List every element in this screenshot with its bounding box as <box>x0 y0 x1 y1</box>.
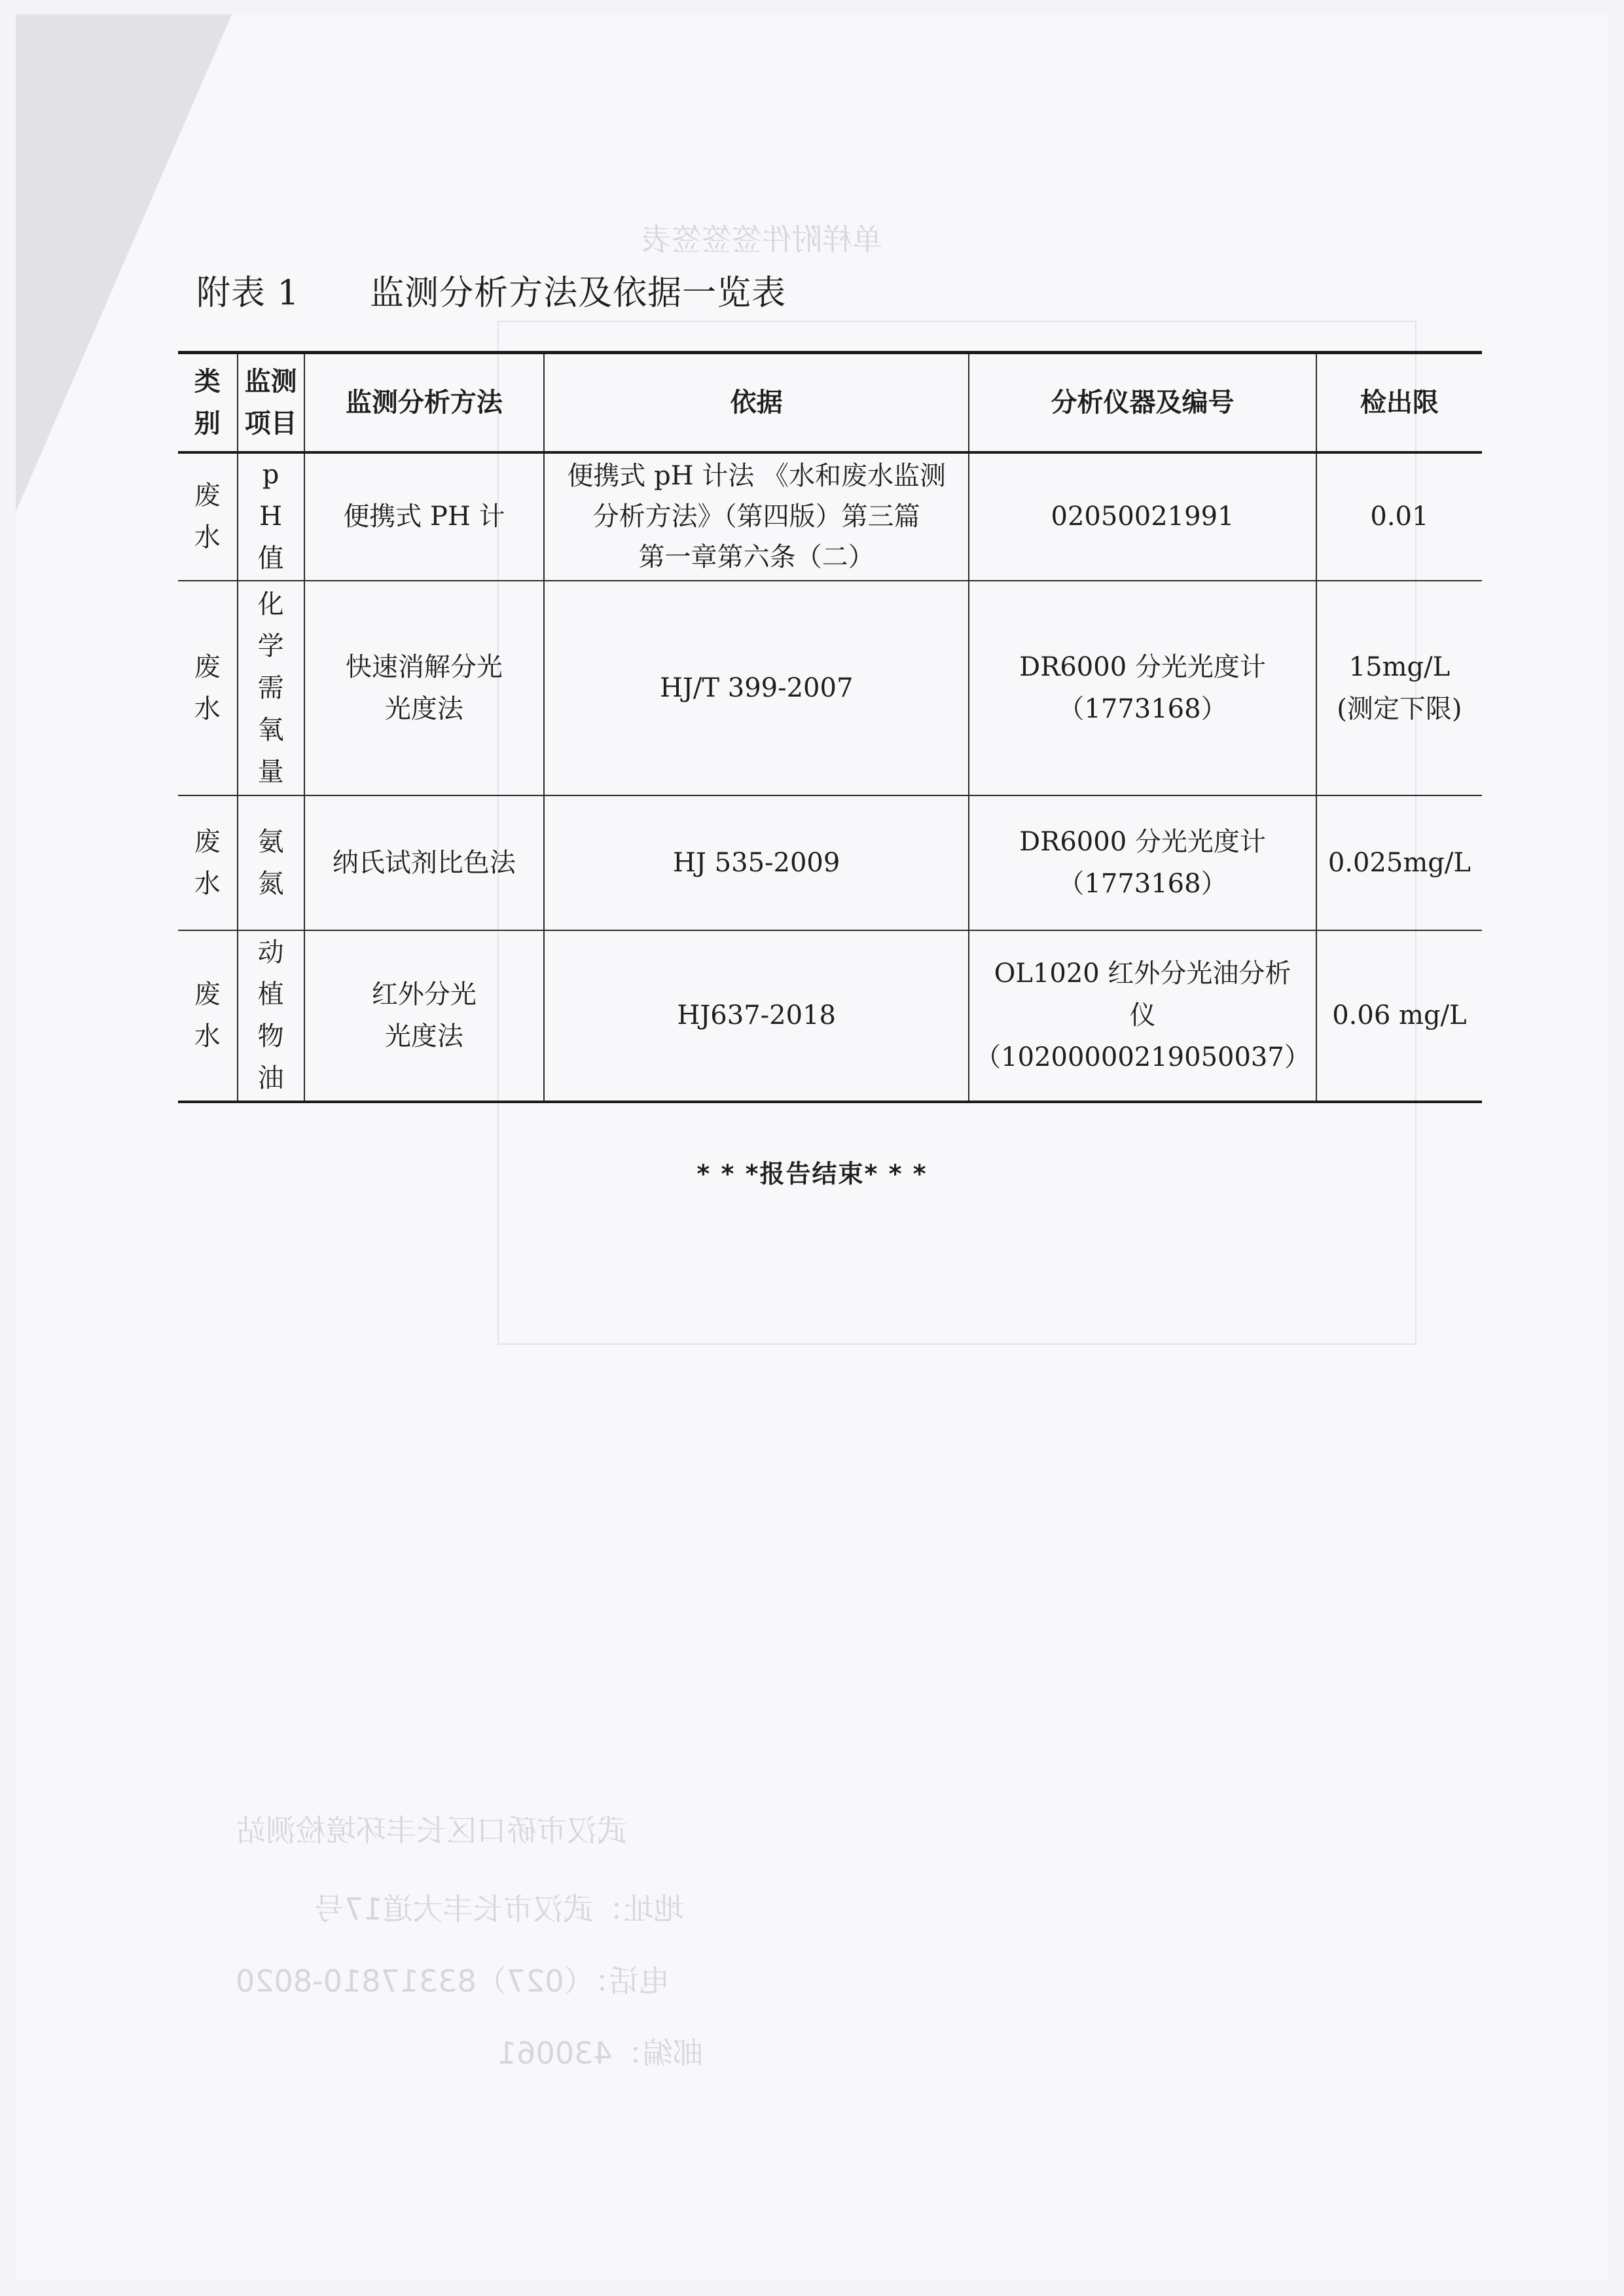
table-caption <box>196 265 786 314</box>
cell-basis: HJ 535-2009 <box>544 795 969 930</box>
cell-item: 氨氮 <box>238 795 304 930</box>
table-header-row <box>178 353 1482 452</box>
cell-limit: 15mg/L (测定下限) <box>1316 581 1482 795</box>
cell-item: 化学需氧量 <box>238 581 304 795</box>
methods-table <box>178 351 1482 1103</box>
caption-number: 附表 1 <box>196 274 300 313</box>
cell-category: 废水 <box>178 795 238 930</box>
show-through-text: 武汉市硚口区长丰环境检测站 <box>236 1813 627 1848</box>
header-basis: 依据 <box>544 353 969 452</box>
cell-category: 废水 <box>178 581 238 795</box>
cell-method: 红外分光 光度法 <box>304 930 545 1102</box>
cell-limit: 0.01 <box>1316 452 1482 581</box>
cell-instrument: DR6000 分光光度计 （1773168） <box>969 795 1316 930</box>
caption-title: 监测分析方法及依据一览表 <box>370 274 787 313</box>
cell-item: pH值 <box>238 452 304 581</box>
cell-item: 动植物油 <box>238 930 304 1102</box>
show-through-text: 电话：（027）83317810-8020 <box>236 1963 670 1999</box>
header-item: 监测项目 <box>238 353 304 452</box>
report-end-mark: * * *报告结束* * * <box>696 1159 928 1188</box>
cell-limit: 0.025mg/L <box>1316 795 1482 930</box>
header-limit: 检出限 <box>1316 353 1482 452</box>
cell-basis: 便携式 pH 计法 《水和废水监测 分析方法》（第四版）第三篇 第一章第六条（二） <box>544 452 969 581</box>
table-row <box>178 795 1482 930</box>
cell-instrument: OL1020 红外分光油分析 仪（10200000219050037） <box>969 930 1316 1102</box>
table-row <box>178 930 1482 1102</box>
cell-category: 废水 <box>178 452 238 581</box>
table-row <box>178 452 1482 581</box>
header-category: 类别 <box>178 353 238 452</box>
cell-method: 纳氏试剂比色法 <box>304 795 545 930</box>
cell-category: 废水 <box>178 930 238 1102</box>
header-method: 监测分析方法 <box>304 353 545 452</box>
cell-instrument: DR6000 分光光度计 （1773168） <box>969 581 1316 795</box>
show-through-text: 地址：武汉市长丰大道17号 <box>314 1891 684 1927</box>
cell-method: 便携式 PH 计 <box>304 452 545 581</box>
cell-limit: 0.06 mg/L <box>1316 930 1482 1102</box>
table-row <box>178 581 1482 795</box>
show-through-text: 邮编：430061 <box>497 2035 703 2071</box>
cell-instrument: 02050021991 <box>969 452 1316 581</box>
show-through-text: 单样附件签签签表 <box>641 222 882 257</box>
header-instrument: 分析仪器及编号 <box>969 353 1316 452</box>
cell-basis: HJ637-2018 <box>544 930 969 1102</box>
cell-basis: HJ/T 399-2007 <box>544 581 969 795</box>
cell-method: 快速消解分光 光度法 <box>304 581 545 795</box>
